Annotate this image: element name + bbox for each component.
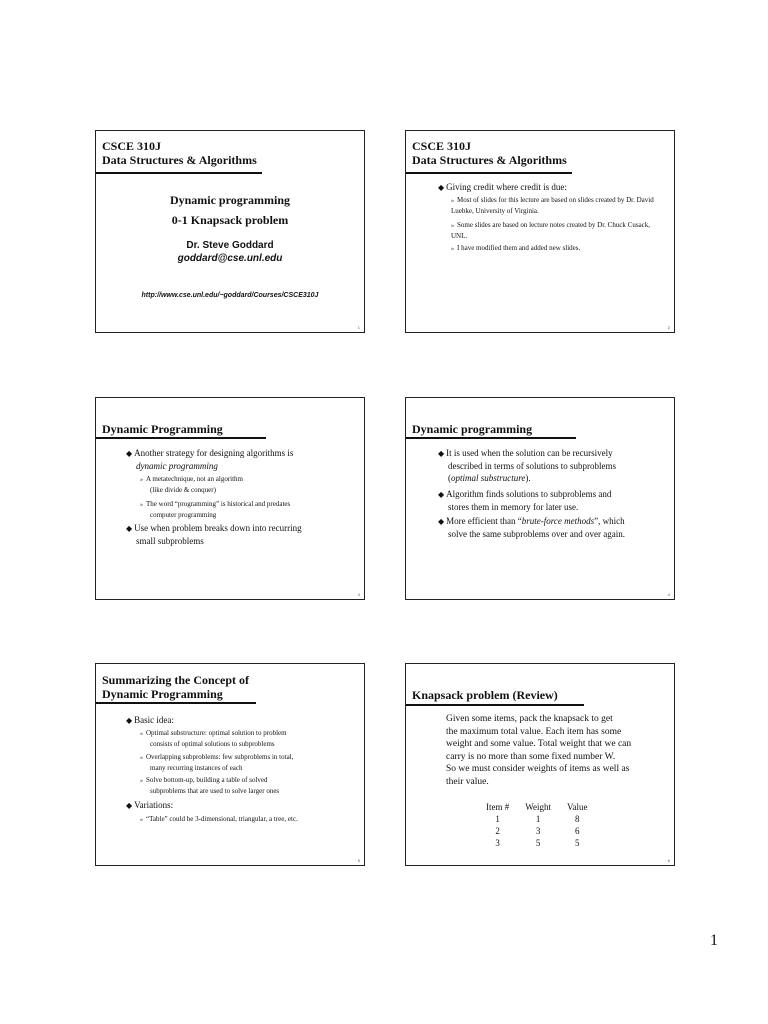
sub-bullet: » Most of slides for this lecture are based on slides created by Dr. David Luebke, University of Virginia. <box>451 196 654 215</box>
page-number: 1 <box>710 932 718 949</box>
sub-bullet: » “Table” could be 3-dimensional, triangular, a tree, etc. <box>140 815 298 823</box>
course-url: http://www.cse.unl.edu/~goddard/Courses/CSCE310J <box>141 292 319 299</box>
knapsack-items-table <box>478 801 596 849</box>
sub-bullet: » Some slides are based on lecture notes created by Dr. Chuck Cusack, UNL. <box>451 221 651 240</box>
slide-title: Summarizing the Concept of Dynamic Programming <box>102 673 249 701</box>
slide-number: 2 <box>667 325 670 330</box>
lecture-topic: Dynamic programming <box>169 193 291 207</box>
title-underline <box>96 702 256 704</box>
bullet-item: ◆ Algorithm finds solutions to subproblems and stores them in memory for later use. <box>438 489 612 512</box>
slide-number: 4 <box>667 592 670 597</box>
diamond-bullet-icon: ◆ <box>126 716 133 725</box>
slide-number: 1 <box>357 325 360 330</box>
bullet-item: ◆ Giving credit where credit is due: <box>438 182 567 192</box>
sub-bullet-icon: » <box>140 778 143 784</box>
sub-bullet: » A metatechnique, not an algorithm (like divide & conquer) <box>140 475 244 494</box>
sub-bullet-icon: » <box>140 755 143 761</box>
author-name: Dr. Steve Goddard <box>186 240 274 251</box>
bullet-item: ◆ Another strategy for designing algorithms is dynamic programming <box>126 448 294 471</box>
sub-bullet: » Optimal substructure: optimal solution to problem consists of optimal solutions to subproblems <box>140 729 287 748</box>
diamond-bullet-icon: ◆ <box>126 524 133 533</box>
slide-3 <box>95 397 365 600</box>
problem-description: Given some items, pack the knapsack to get the maximum total value. Each item has some weight and some value. Total weight that we can carry is no more than some fixed number W. So we must consider weights of items as well as their value. <box>446 714 632 787</box>
slide-number: 5 <box>357 858 360 863</box>
sub-bullet: » Solve bottom-up, building a table of solved subproblems that are used to solve larger ones <box>140 776 280 795</box>
table-row: 1 1 8 <box>495 814 580 824</box>
course-code: CSCE 310J <box>102 139 162 153</box>
sub-bullet-icon: » <box>451 198 454 204</box>
title-underline <box>96 437 266 439</box>
slide-title <box>102 139 257 167</box>
lecture-subtopic: 0-1 Knapsack problem <box>171 213 289 227</box>
diamond-bullet-icon: ◆ <box>126 801 133 810</box>
slide-6 <box>405 663 675 866</box>
slide-5 <box>95 663 365 866</box>
slide-2 <box>405 130 675 333</box>
slide-title: Knapsack problem (Review) <box>412 688 558 702</box>
slide-title <box>412 139 567 167</box>
bullet-item: ◆ It is used when the solution can be recursively described in terms of solutions to subproblems (optimal substructure). <box>438 448 616 483</box>
bullet-item: ◆ More efficient than “brute-force methods”, which solve the same subproblems over and over again. <box>438 516 625 539</box>
sub-bullet-icon: » <box>140 477 143 483</box>
diamond-bullet-icon: ◆ <box>438 517 445 526</box>
sub-bullet-icon: » <box>140 817 143 823</box>
table-row: 3 5 5 <box>495 838 580 848</box>
course-code: CSCE 310J <box>412 139 472 153</box>
sub-bullet: » I have modified them and added new slides. <box>451 244 581 252</box>
slide-number: 3 <box>357 592 360 597</box>
sub-bullet-icon: » <box>140 731 143 737</box>
course-name: Data Structures & Algorithms <box>412 153 567 167</box>
author-email: goddard@cse.unl.edu <box>177 253 283 264</box>
diamond-bullet-icon: ◆ <box>438 490 445 499</box>
sub-bullet-icon: » <box>140 502 143 508</box>
bullet-item: ◆ Variations: <box>126 800 174 810</box>
diamond-bullet-icon: ◆ <box>438 183 445 192</box>
slide-title: Dynamic programming <box>412 422 533 436</box>
course-name: Data Structures & Algorithms <box>102 153 257 167</box>
slide-1 <box>95 130 365 333</box>
table-header-row: Item # Weight Value <box>486 802 588 812</box>
slide-number: 6 <box>667 858 670 863</box>
title-underline <box>96 172 262 174</box>
sub-bullet: » Overlapping subproblems: few subproblems in total, many recurring instances of each <box>140 753 294 772</box>
bullet-item: ◆ Basic idea: <box>126 715 174 725</box>
bullet-item: ◆ Use when problem breaks down into recurring small subproblems <box>126 523 302 546</box>
slide-4 <box>405 397 675 600</box>
sub-bullet-icon: » <box>451 246 454 252</box>
sub-bullet: » The word “programming” is historical and predates computer programming <box>140 500 291 519</box>
sub-bullet-icon: » <box>451 223 454 229</box>
title-underline <box>406 172 572 174</box>
diamond-bullet-icon: ◆ <box>438 449 445 458</box>
slide-title: Dynamic Programming <box>102 422 223 436</box>
title-underline <box>406 437 576 439</box>
table-row: 2 3 6 <box>495 826 580 836</box>
title-underline <box>406 704 584 706</box>
diamond-bullet-icon: ◆ <box>126 449 133 458</box>
